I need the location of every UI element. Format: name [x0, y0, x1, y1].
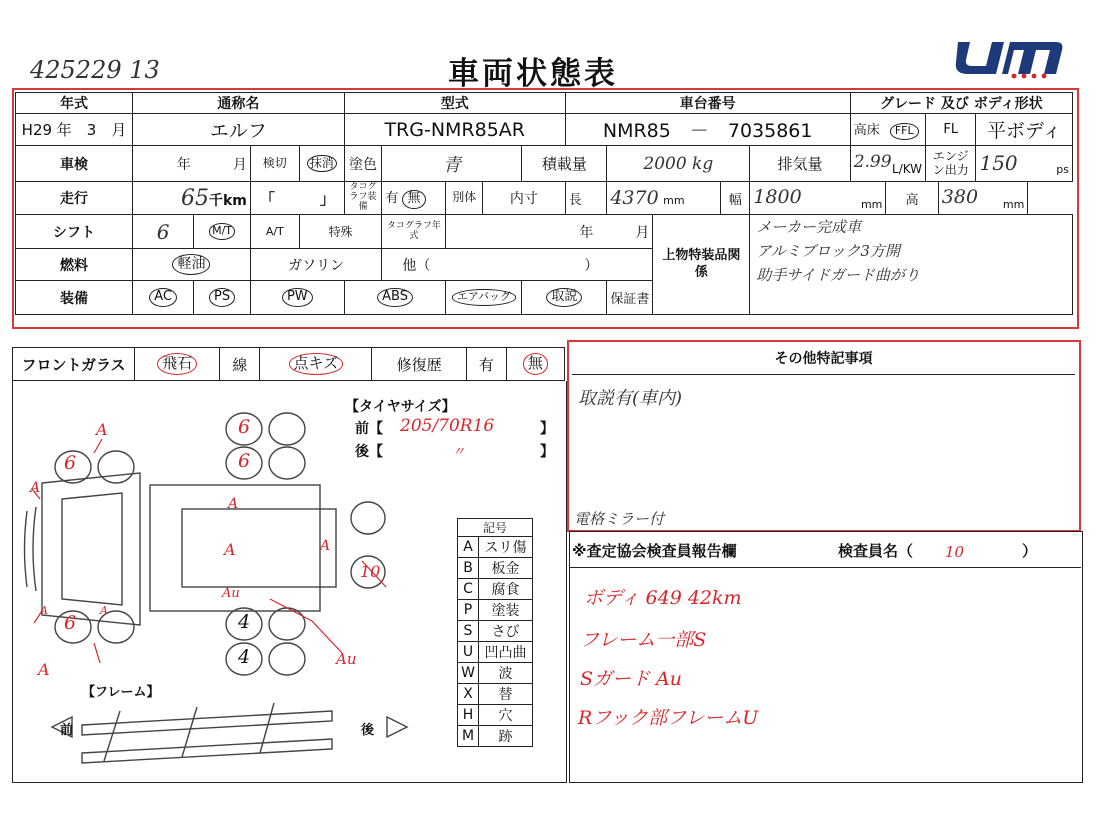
au-mark-2: Au [336, 650, 357, 668]
grade-high-floor: 高床 [853, 123, 880, 139]
inspector-line-2: フレーム一部S [580, 629, 707, 651]
tire-front-value: 205/70R16 [400, 416, 495, 436]
betsutai: 別体 [446, 182, 483, 215]
mileage-label: 走行 [16, 182, 133, 215]
legend-table [457, 518, 533, 747]
fuel-other: 他（ ） [382, 249, 653, 281]
special-label: 上物特装品関係 [653, 215, 750, 315]
legend-row: S さび [458, 621, 533, 642]
engine-unit: ps [1056, 163, 1069, 176]
legend-row: C 腐食 [458, 579, 533, 600]
fuel-diesel: 軽油 [133, 249, 251, 281]
au-mark-1: Au [222, 586, 240, 601]
header-grade: グレード 及び ボディ形状 [850, 93, 1072, 114]
inspector-name-close: ） [1022, 542, 1038, 560]
mileage-bracket: 「 」 [250, 182, 344, 215]
a-mark-3: A [228, 496, 239, 512]
taco-year-value: 年 月 [446, 215, 653, 249]
inspector-line-3: Sガード Au [580, 668, 683, 690]
tire-front-close: 】 [540, 421, 554, 437]
frame-rear-label: 後 [361, 723, 375, 738]
wid-cell [750, 182, 886, 215]
wid-unit: mm [860, 197, 883, 211]
len-label: 長 [565, 182, 607, 215]
equip-label: 装備 [16, 281, 133, 315]
glass-label: フロントガラス [13, 348, 135, 381]
disp-cell [850, 146, 925, 182]
inspector-divider [569, 567, 1081, 568]
legend-row: A スリ傷 [458, 537, 533, 558]
page-title: 車両状態表 [448, 56, 618, 92]
fuel-label: 燃料 [16, 249, 133, 281]
other-note-1: 取説有(車内) [578, 388, 683, 409]
equip-pw: PW [250, 281, 344, 315]
mileage-unit: 千km [208, 192, 247, 209]
inspector-name-label: 検査員名（ [838, 542, 914, 560]
stock-number: 425229 13 [30, 56, 160, 84]
disp-unit: L/KW [892, 161, 923, 176]
glass-chip: 飛石 [135, 348, 220, 381]
tire-rear-close: 】 [540, 444, 554, 460]
tire-mark-r2: 6 [238, 450, 251, 472]
legend-row: H 穴 [458, 705, 533, 726]
vehicle-info-table [15, 92, 1073, 315]
year-value: H29 年 3 月 [16, 114, 133, 146]
engine-value: 150 [979, 151, 1018, 175]
inspector-title: ※査定協会検査員報告欄 [572, 542, 737, 560]
header-model: 型式 [344, 93, 565, 114]
load-value: 2000 kg [607, 146, 750, 182]
tire-front-label: 前【 [355, 421, 383, 437]
tire-mark-r3: 4 [238, 611, 251, 633]
tire-mark-fl: 6 [64, 452, 77, 474]
special-notes [750, 215, 1073, 315]
a-mark-1: A [96, 420, 108, 439]
equip-ps: PS [194, 281, 251, 315]
legend-row: U 凹凸曲 [458, 642, 533, 663]
legend-row: M 跡 [458, 726, 533, 747]
hgt-cell [938, 182, 1028, 215]
grade-options [850, 114, 925, 146]
engine-label: エンジン出力 [926, 146, 976, 182]
inspector-name: 10 [945, 543, 965, 561]
legend-row: X 替 [458, 684, 533, 705]
glass-line: 線 [220, 348, 260, 381]
tire-mark-r1: 6 [238, 416, 251, 438]
chassis-number: NMR85 － 7035861 [565, 114, 850, 146]
shift-label: シフト [16, 215, 133, 249]
shift-special: 特殊 [299, 215, 382, 249]
a-mark-2: A [30, 480, 41, 496]
grade-ffl: FFL [890, 123, 919, 139]
color-value: 青 [382, 146, 522, 182]
shaken-value: 年 月 [133, 146, 251, 182]
hgt-unit: mm [1002, 197, 1025, 211]
legend-row: B 板金 [458, 558, 533, 579]
a-mark-7: A [40, 604, 48, 617]
body-type: 平ボディ [976, 114, 1073, 146]
company-logo [952, 30, 1064, 80]
spare-tire-mark: 10 [360, 562, 381, 581]
len-cell [607, 182, 721, 215]
hgt-value: 380 [941, 185, 979, 208]
equip-airbag: エアバッグ [446, 281, 522, 315]
inspector-line-1: ボディ 649 42km [584, 587, 742, 609]
taco-label: タコグラフ装備 [344, 182, 382, 215]
frame-title: 【フレーム】 [82, 685, 160, 700]
disp-label: 排気量 [750, 146, 850, 182]
a-mark-8: A [100, 604, 108, 617]
glass-no: 無 [506, 348, 564, 381]
len-unit: mm [663, 194, 685, 207]
model-code: TRG-NMR85AR [344, 114, 565, 146]
special-line-1: メーカー完成車 [756, 218, 862, 236]
legend-row: W 波 [458, 663, 533, 684]
shift-value: 6 [133, 215, 194, 249]
special-line-2: アルミブロック3方開 [756, 242, 900, 260]
vehicle-name: エルフ [133, 114, 345, 146]
wid-label: 幅 [721, 182, 750, 215]
other-note-2: 電格ミラー付 [574, 510, 665, 528]
special-line-3: 助手サイドガード曲がり [756, 266, 920, 284]
masshou: 抹消 [299, 146, 344, 182]
header-year: 年式 [16, 93, 133, 114]
other-notes-title: その他特記事項 [572, 344, 1075, 375]
kengiri: 検切 [250, 146, 299, 182]
front-glass-table [12, 347, 565, 381]
glass-repair: 修復歴 [372, 348, 466, 381]
equip-warranty: 保証書 [607, 281, 653, 315]
equip-ac: AC [133, 281, 194, 315]
wid-value: 1800 [753, 185, 802, 208]
header-name: 通称名 [133, 93, 345, 114]
color-label: 塗色 [344, 146, 382, 182]
tire-rear-value: 〃 [452, 445, 466, 460]
engine-cell [976, 146, 1073, 182]
len-value: 4370 [610, 187, 659, 209]
grade-fl: FL [926, 114, 976, 146]
tire-mark-rl: 6 [64, 612, 77, 634]
frame-front-label: 前 [60, 723, 74, 738]
inspector-line-4: Rフック部フレームU [578, 707, 759, 729]
a-mark-6: A [38, 660, 50, 679]
legend-title: 記号 [458, 519, 533, 537]
shift-mt: M/T [194, 215, 251, 249]
glass-spot: 点キズ [260, 348, 372, 381]
load-label: 積載量 [522, 146, 607, 182]
legend-row: P 塗装 [458, 600, 533, 621]
equip-abs: ABS [344, 281, 446, 315]
shaken-label: 車検 [16, 146, 133, 182]
fuel-gasoline: ガソリン [250, 249, 381, 281]
inner-label: 内寸 [483, 182, 566, 215]
header-chassis: 車台番号 [565, 93, 850, 114]
equip-manual: 取説 [522, 281, 607, 315]
a-mark-4: A [224, 540, 236, 559]
taco-options [382, 182, 446, 215]
a-mark-5: A [320, 538, 331, 554]
glass-yes: 有 [466, 348, 506, 381]
tire-rear-label: 後【 [355, 444, 383, 460]
hgt-label: 高 [886, 182, 938, 215]
shift-at: A/T [250, 215, 299, 249]
inspector-area [569, 531, 1083, 783]
taco-yes: 有 [385, 191, 399, 207]
mileage-cell [133, 182, 251, 215]
mileage-value: 65 [180, 185, 209, 211]
taco-year-label: タコグラフ年式 [382, 215, 446, 249]
taco-no: 無 [402, 190, 425, 209]
tire-mark-r4: 4 [238, 646, 251, 668]
tire-title: 【タイヤサイズ】 [345, 399, 456, 415]
disp-value: 2.99 [853, 151, 892, 172]
